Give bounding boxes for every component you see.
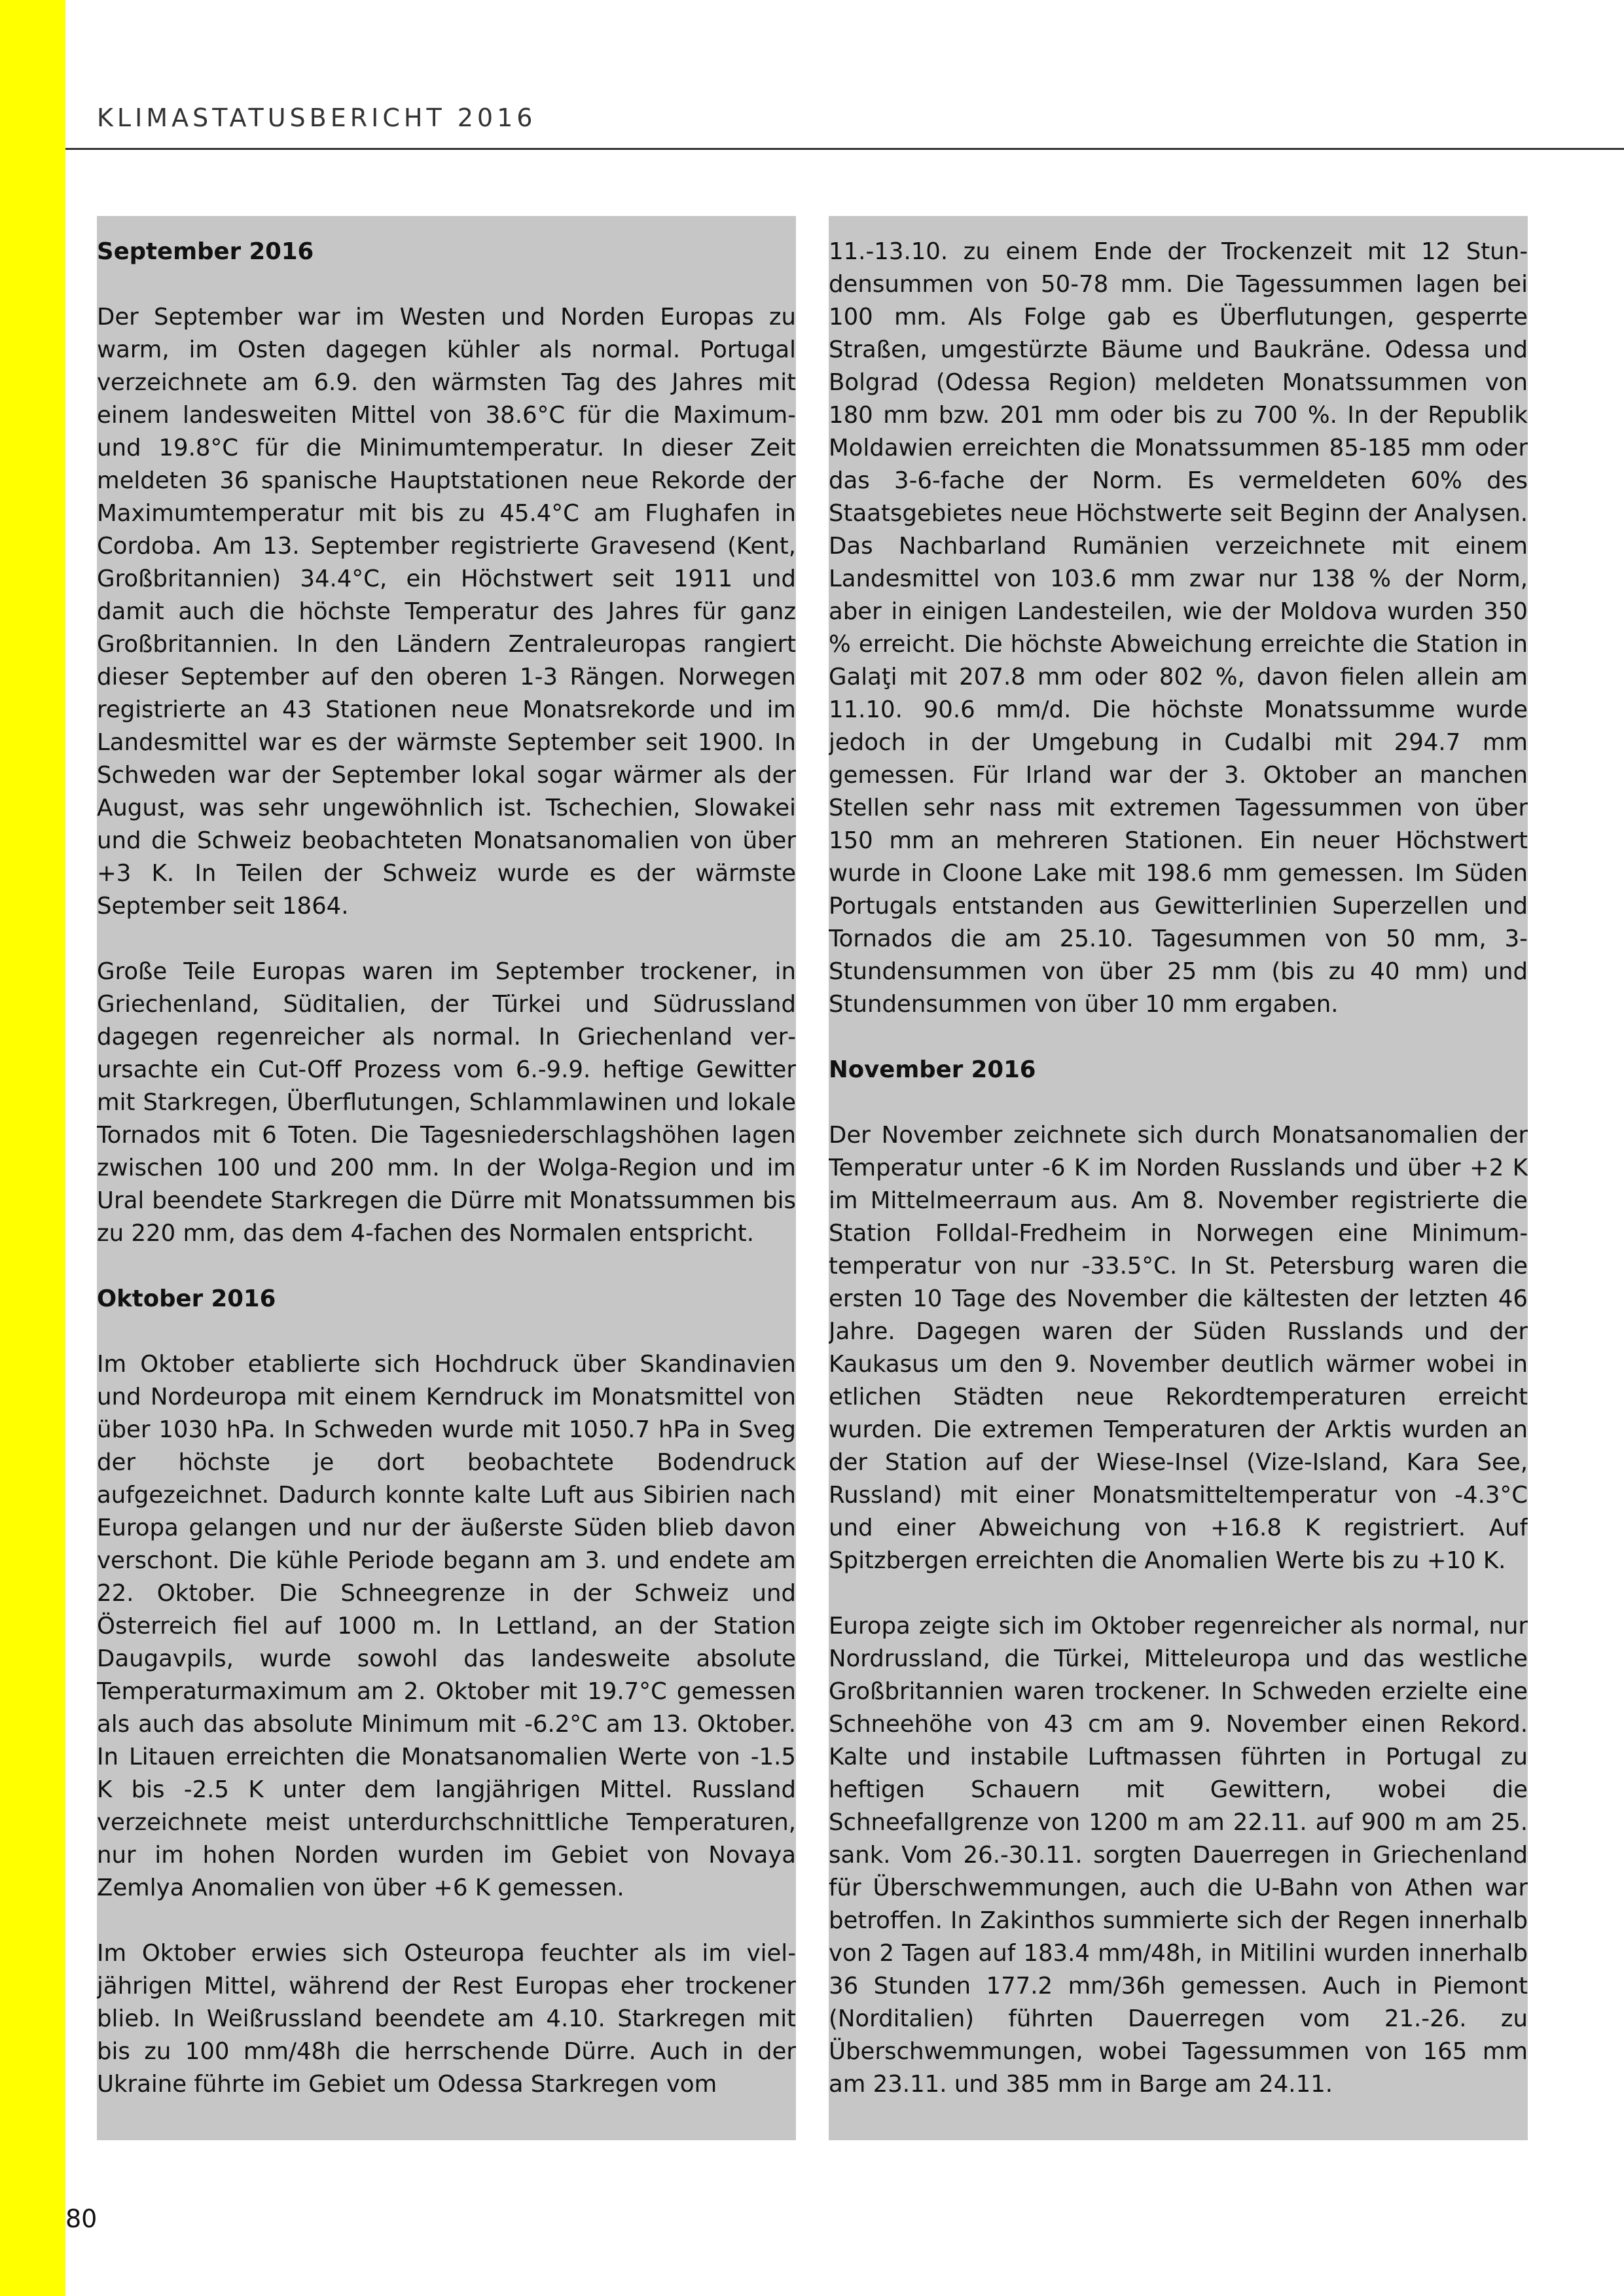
right-column-text: [829, 236, 1528, 2101]
left-column-text: [97, 236, 796, 2101]
right-text-column: [829, 216, 1528, 2140]
section-heading-november: November 2016: [829, 1056, 1036, 1083]
yellow-margin-bar: [0, 0, 65, 2296]
running-header-title: KLIMASTATUSBERICHT 2016: [97, 103, 537, 132]
header-divider: [65, 148, 1624, 150]
oktober-paragraph-1: Im Oktober etablierte sich Hochdruck über Skandinavien und Nordeuropa mit einem Kerndruck im Monatsmittel von über 1030 hPa. In Schweden wurde mit 1050.7 hPa in Sveg der höchste je dort beobachtete Bodendruck aufgezeichnet. Dadurch konnte kalte Luft aus Sibirien nach Europa gelangen und nur der äußerste Süden blieb davon verschont. Die kühle Periode begann am 3. und endete am 22. Oktober. Die Schneegrenze in der Schweiz und Österreich fiel auf 1000 m. In Lettland, an der Station Daugavpils, wurde sowohl das landesweite absolute Temperaturmaximum am 2. Oktober mit 19.7°C gemessen als auch das absolute Minimum mit -6.2°C am 13. Oktober. In Litauen erreichten die Monatsanomalien Werte von -1.5 K bis -2.5 K unter dem langjährigen Mittel. Russland verzeichnete meist unterdurchschnittliche Temperaturen, nur im hohen Norden wurden im Gebiet von Novaya Zemlya Anomalien von über +6 K gemessen.: [97, 1351, 796, 1901]
oktober-paragraph-2: Im Oktober erwies sich Osteuropa feuchter als im vieljährigen Mittel, während der Rest Europas eher trockener blieb. In Weißrussland beendete am 4.10. Starkregen mit bis zu 100 mm/48h die herrschende Dürre. Auch in der Ukraine führte im Gebiet um Odessa Starkregen vom: [97, 1940, 796, 2098]
september-paragraph-2: Große Teile Europas waren im September trockener, in Griechenland, Süditalien, der Türkei und Südrussland dagegen regenreicher als normal. In Griechenland verursachte ein Cut-Off Prozess vom 6.-9.9. heftige Gewitter mit Starkregen, Überflutungen, Schlammlawinen und lokale Tornados mit 6 Toten. Die Tagesniederschlagshöhen lagen zwischen 100 und 200 mm. In der Wolga-Region und im Ural beendete Starkregen die Dürre mit Monatssummen bis zu 220 mm, das dem 4-fachen des Normalen entspricht.: [97, 958, 796, 1247]
september-paragraph-1: Der September war im Westen und Norden Europas zu warm, im Osten dagegen kühler als normal. Portugal verzeichnete am 6.9. den wärmsten Tag des Jahres mit einem landesweiten Mittel von 38.6°C für die Maximum- und 19.8°C für die Minimumtemperatur. In dieser Zeit meldeten 36 spanische Hauptstationen neue Rekorde der Maximumtemperatur mit bis zu 45.4°C am Flughafen in Cordoba. Am 13. September registrierte Gravesend (Kent, Großbritannien) 34.4°C, ein Höchstwert seit 1911 und damit auch die höchste Temperatur des Jahres für ganz Großbritannien. In den Ländern Zentraleuropas rangiert dieser September auf den oberen 1-3 Rängen. Norwegen registrierte an 43 Stationen neue Monatsrekorde und im Landesmittel war es der wärmste September seit 1900. In Schweden war der September lokal sogar wärmer als der August, was sehr ungewöhnlich ist. Tschechien, Slowakei und die Schweiz beobachteten Monatsanomalien von über +3 K. In Teilen der Schweiz wurde es der wärmste September seit 1864.: [97, 304, 796, 920]
november-paragraph-2: Europa zeigte sich im Oktober regenreicher als normal, nur Nordrussland, die Türkei, Mitteleuropa und das westliche Großbritannien waren trockener. In Schweden erzielte eine Schneehöhe von 43 cm am 9. November einen Rekord. Kalte und instabile Luftmassen führten in Portugal zu heftigen Schauern mit Gewittern, wobei die Schneefallgrenze von 1200 m am 22.11. auf 900 m am 25. sank. Vom 26.-30.11. sorgten Dauerregen in Griechenland für Überschwemmungen, auch die U-Bahn von Athen war betroffen. In Zakinthos summierte sich der Regen innerhalb von 2 Tagen auf 183.4 mm/48h, in Mitilini wurden innerhalb 36 Stunden 177.2 mm/36h gemessen. Auch in Piemont (Norditalien) führten Dauerregen vom 21.-26. zu Überschwemmungen, wobei Tagessummen von 165 mm am 23.11. und 385 mm in Barge am 24.11.: [829, 1613, 1528, 2098]
left-text-column: [97, 216, 796, 2140]
page-number: 80: [65, 2204, 98, 2233]
november-paragraph-1: Der November zeichnete sich durch Monatsanomalien der Temperatur unter -6 K im Norden Russlands und über +2 K im Mittelmeerraum aus. Am 8. November registrierte die Station Folldal-Fredheim in Norwegen eine Minimumtemperatur von nur -33.5°C. In St. Petersburg waren die ersten 10 Tage des November die kältesten der letzten 46 Jahre. Dagegen waren der Süden Russlands und der Kaukasus um den 9. November deutlich wärmer wobei in etlichen Städten neue Rekordtemperaturen erreicht wurden. Die extremen Temperaturen der Arktis wurden an der Station auf der Wiese-Insel (Vize-Island, Kara See, Russland) mit einer Monatsmitteltemperatur von -4.3°C und einer Abweichung von +16.8 K registriert. Auf Spitzbergen erreichten die Anomalien Werte bis zu +10 K.: [829, 1122, 1528, 1574]
section-heading-september: September 2016: [97, 238, 314, 265]
section-heading-oktober: Oktober 2016: [97, 1285, 276, 1312]
oktober-continuation-paragraph: 11.-13.10. zu einem Ende der Trockenzeit mit 12 Stundensummen von 50-78 mm. Die Tagessummen lagen bei 100 mm. Als Folge gab es Überflutungen, gesperrte Straßen, umgestürzte Bäume und Baukräne. Odessa und Bolgrad (Odessa Region) meldeten Monatssummen von 180 mm bzw. 201 mm oder bis zu 700 %. In der Republik Moldawien erreichten die Monatssummen 85-185 mm oder das 3-6-fache der Norm. Es vermeldeten 60% des Staatsgebietes neue Höchstwerte seit Beginn der Analysen. Das Nachbarland Rumänien verzeichnete mit einem Landesmittel von 103.6 mm zwar nur 138 % der Norm, aber in einigen Landesteilen, wie der Moldova wurden 350 % erreicht. Die höchste Abweichung erreichte die Station in Galaţi mit 207.8 mm oder 802 %, davon fielen allein am 11.10. 90.6 mm/d. Die höchste Monatssumme wurde jedoch in der Umgebung in Cudalbi mit 294.7 mm gemessen. Für Irland war der 3. Oktober an manchen Stellen sehr nass mit extremen Tagessummen von über 150 mm an mehreren Stationen. Ein neuer Höchstwert wurde in Cloone Lake mit 198.6 mm gemessen. Im Süden Portugals entstanden aus Gewitterlinien Superzellen und Tornados die am 25.10. Tagesummen von 50 mm, 3-Stundensummen von über 25 mm (bis zu 40 mm) und Stundensummen von über 10 mm ergaben.: [829, 238, 1528, 1018]
